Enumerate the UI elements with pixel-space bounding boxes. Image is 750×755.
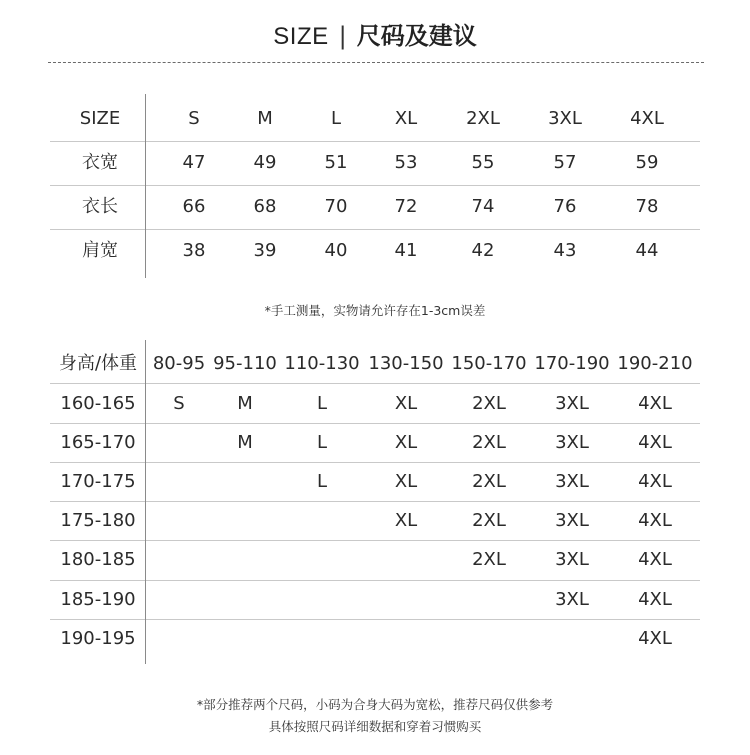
size-row-label: 衣长	[82, 196, 118, 217]
recommend-size-cell	[366, 627, 446, 651]
size-value-cell: 53	[394, 152, 418, 173]
size-value-cell: 59	[635, 152, 659, 173]
size-value-cell: 43	[553, 240, 577, 261]
size-value-cell: 47	[182, 152, 206, 173]
recommend-size-cell	[283, 509, 361, 533]
recommend-row-label: 185-190	[60, 589, 136, 610]
size-header-cell: S	[188, 108, 200, 129]
recommend-header-cell: 150-170	[451, 353, 527, 374]
title-en: SIZE	[273, 23, 329, 50]
recommend-size-cell	[283, 627, 361, 651]
size-value-cell: 74	[471, 196, 495, 217]
recommend-size-cell: 3XL	[555, 432, 589, 453]
size-header-cell: 2XL	[466, 108, 500, 129]
title-separator: |	[338, 22, 347, 50]
recommend-table-row-divider	[50, 462, 700, 463]
recommend-size-cell: 4XL	[638, 432, 672, 453]
recommend-table-row-divider	[50, 383, 700, 384]
size-value-cell: 76	[553, 196, 577, 217]
recommend-size-cell	[210, 588, 280, 612]
recommend-size-cell	[148, 470, 210, 494]
size-header-cell: 4XL	[630, 108, 664, 129]
footer-note-1: *部分推荐两个尺码，小码为合身大码为宽松，推荐尺码仅供参考	[196, 697, 554, 712]
recommend-size-cell	[210, 627, 280, 651]
size-value-cell: 57	[553, 152, 577, 173]
recommend-table-row-divider	[50, 501, 700, 502]
recommend-size-cell: 4XL	[638, 589, 672, 610]
recommend-size-cell: S	[173, 393, 185, 414]
recommend-size-cell	[532, 627, 612, 651]
recommend-table-column-divider	[145, 340, 146, 664]
recommend-size-cell: 2XL	[472, 549, 506, 570]
title-divider	[48, 62, 704, 63]
recommend-size-cell	[366, 588, 446, 612]
recommend-size-cell: 3XL	[555, 589, 589, 610]
size-value-cell: 55	[471, 152, 495, 173]
size-header-cell: 3XL	[548, 108, 582, 129]
size-table-row-divider	[50, 141, 700, 142]
size-table-row-divider	[50, 229, 700, 230]
recommend-size-cell: XL	[394, 471, 418, 492]
recommend-table-row-divider	[50, 619, 700, 620]
recommend-size-cell: 4XL	[638, 471, 672, 492]
footer-note-2: 具体按照尺码详细数据和穿着习惯购买	[268, 719, 482, 734]
recommend-size-cell: L	[316, 393, 328, 414]
recommend-size-cell	[210, 548, 280, 572]
size-value-cell: 72	[394, 196, 418, 217]
recommend-header-cell: 80-95	[152, 353, 206, 374]
recommend-size-cell	[148, 431, 210, 455]
size-value-cell: 42	[471, 240, 495, 261]
recommend-size-cell	[148, 548, 210, 572]
recommend-row-label: 160-165	[60, 393, 136, 414]
recommend-size-cell: 2XL	[472, 393, 506, 414]
recommend-size-cell: 4XL	[638, 510, 672, 531]
recommend-size-cell: 3XL	[555, 471, 589, 492]
recommend-size-cell	[283, 548, 361, 572]
page-title	[0, 18, 750, 55]
recommend-size-cell	[148, 627, 210, 651]
size-table-row-divider	[50, 185, 700, 186]
recommend-size-cell: 2XL	[472, 432, 506, 453]
recommend-size-cell: 3XL	[555, 393, 589, 414]
size-value-cell: 41	[394, 240, 418, 261]
recommend-header-cell: 130-150	[368, 353, 444, 374]
recommend-row-label: 170-175	[60, 471, 136, 492]
measure-note: *手工测量，实物请允许存在1-3cm误差	[264, 303, 486, 318]
size-header-cell: SIZE	[79, 108, 121, 129]
recommend-size-cell: XL	[394, 432, 418, 453]
recommend-size-cell: 2XL	[472, 471, 506, 492]
size-header-cell: XL	[394, 108, 418, 129]
recommend-size-cell: XL	[394, 510, 418, 531]
recommend-size-cell	[366, 548, 446, 572]
size-value-cell: 51	[324, 152, 348, 173]
recommend-row-label: 180-185	[60, 549, 136, 570]
recommend-size-cell: XL	[394, 393, 418, 414]
size-value-cell: 38	[182, 240, 206, 261]
size-value-cell: 66	[182, 196, 206, 217]
recommend-row-label: 165-170	[60, 432, 136, 453]
recommend-size-cell	[210, 509, 280, 533]
size-value-cell: 44	[635, 240, 659, 261]
recommend-size-cell: 2XL	[472, 510, 506, 531]
recommend-size-cell: M	[237, 432, 253, 453]
size-table-column-divider	[145, 94, 146, 278]
size-row-label: 衣宽	[82, 152, 118, 173]
recommend-size-cell: 4XL	[638, 393, 672, 414]
recommend-size-cell	[449, 588, 529, 612]
recommend-size-cell	[449, 627, 529, 651]
recommend-row-label: 190-195	[60, 628, 136, 649]
recommend-header-cell: 110-130	[284, 353, 360, 374]
recommend-size-cell: M	[237, 393, 253, 414]
recommend-size-cell: L	[316, 471, 328, 492]
size-value-cell: 70	[324, 196, 348, 217]
recommend-size-cell	[283, 588, 361, 612]
recommend-table-row-divider	[50, 540, 700, 541]
size-header-cell: L	[330, 108, 342, 129]
recommend-size-cell: L	[316, 432, 328, 453]
size-value-cell: 68	[253, 196, 277, 217]
recommend-header-cell: 190-210	[617, 353, 693, 374]
recommend-size-cell: 3XL	[555, 549, 589, 570]
recommend-size-cell	[148, 509, 210, 533]
recommend-header-cell: 170-190	[534, 353, 610, 374]
recommend-row-label: 175-180	[60, 510, 136, 531]
size-row-label: 肩宽	[82, 240, 118, 261]
title-cn: 尺码及建议	[356, 22, 477, 50]
recommend-header-cell: 95-110	[213, 353, 277, 374]
recommend-size-cell: 3XL	[555, 510, 589, 531]
recommend-size-cell: 4XL	[638, 628, 672, 649]
size-value-cell: 39	[253, 240, 277, 261]
recommend-table-row-divider	[50, 580, 700, 581]
recommend-table-row-divider	[50, 423, 700, 424]
size-value-cell: 40	[324, 240, 348, 261]
size-value-cell: 49	[253, 152, 277, 173]
recommend-size-cell	[210, 470, 280, 494]
recommend-header-cell: 身高/体重	[58, 353, 138, 374]
recommend-size-cell	[148, 588, 210, 612]
recommend-size-cell: 4XL	[638, 549, 672, 570]
size-header-cell: M	[257, 108, 273, 129]
size-value-cell: 78	[635, 196, 659, 217]
